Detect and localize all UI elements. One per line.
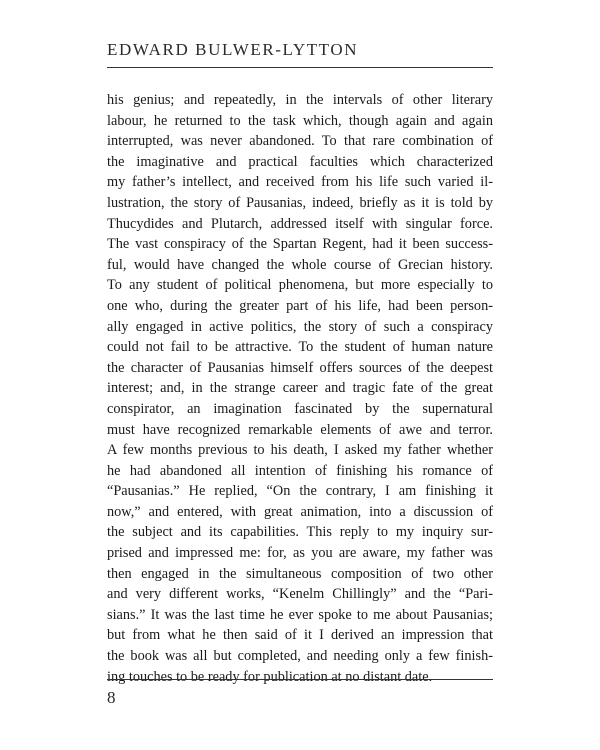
text-line: could not fail to be attractive. To the student of human nature [107, 339, 493, 356]
header-rule [107, 67, 493, 68]
text-line: To any student of political phenomena, but more especially to [107, 277, 493, 294]
text-line: interest; and, in the strange career and tragic fate of the great [107, 380, 493, 397]
text-line: one who, during the greater part of his life, had been person- [107, 297, 493, 314]
text-line: lustration, the story of Pausanias, indeed, briefly as it is told by [107, 194, 493, 211]
text-line: Thucydides and Plutarch, addressed itself with singular force. [107, 215, 493, 232]
text-line: ing touches to be ready for publication at no distant date. [107, 668, 433, 685]
text-line: he had abandoned all intention of finishing his romance of [107, 462, 493, 479]
text-line: and very different works, “Kenelm Chillingly” and the “Pari- [107, 586, 493, 603]
text-line: my father’s intellect, and received from his life such varied il- [107, 174, 493, 191]
text-line: labour, he returned to the task which, though again and again [107, 112, 493, 129]
text-line: his genius; and repeatedly, in the intervals of other literary [107, 92, 493, 108]
text-line: the character of Pausanias himself offers sources of the deepest [107, 359, 493, 376]
text-line: now,” and entered, with great animation, into a discussion of [107, 503, 493, 520]
text-line: the book was all but completed, and needing only a few finish- [107, 648, 493, 665]
text-line: then engaged in the simultaneous composition of two other [107, 565, 493, 582]
page-number: 8 [107, 688, 116, 707]
text-line: interrupted, was never abandoned. To that rare combination of [107, 133, 493, 150]
footer-rule [107, 679, 493, 680]
text-line: but from what he then said of it I derived an impression that [107, 627, 493, 644]
text-line: sians.” It was the last time he ever spoke to me about Pausanias; [107, 606, 493, 623]
text-line: ful, would have changed the whole course of Grecian history. [107, 256, 493, 273]
text-line: the imaginative and practical faculties which characterized [107, 153, 493, 170]
body-text [107, 90, 493, 687]
text-line: prised and impressed me: for, as you are aware, my father was [107, 545, 493, 562]
text-line: conspirator, an imagination fascinated by the supernatural [107, 400, 493, 417]
text-line: “Pausanias.” He replied, “On the contrary, I am finishing it [107, 483, 493, 500]
text-line: the subject and its capabilities. This reply to my inquiry sur- [107, 524, 493, 541]
text-line: A few months previous to his death, I asked my father whether [107, 442, 493, 459]
text-line: must have recognized remarkable elements of awe and terror. [107, 421, 493, 438]
text-line: The vast conspiracy of the Spartan Regent, had it been success- [107, 236, 493, 253]
text-line: ally engaged in active politics, the story of such a conspiracy [107, 318, 493, 335]
running-head: EDWARD BULWER-LYTTON [107, 40, 359, 59]
